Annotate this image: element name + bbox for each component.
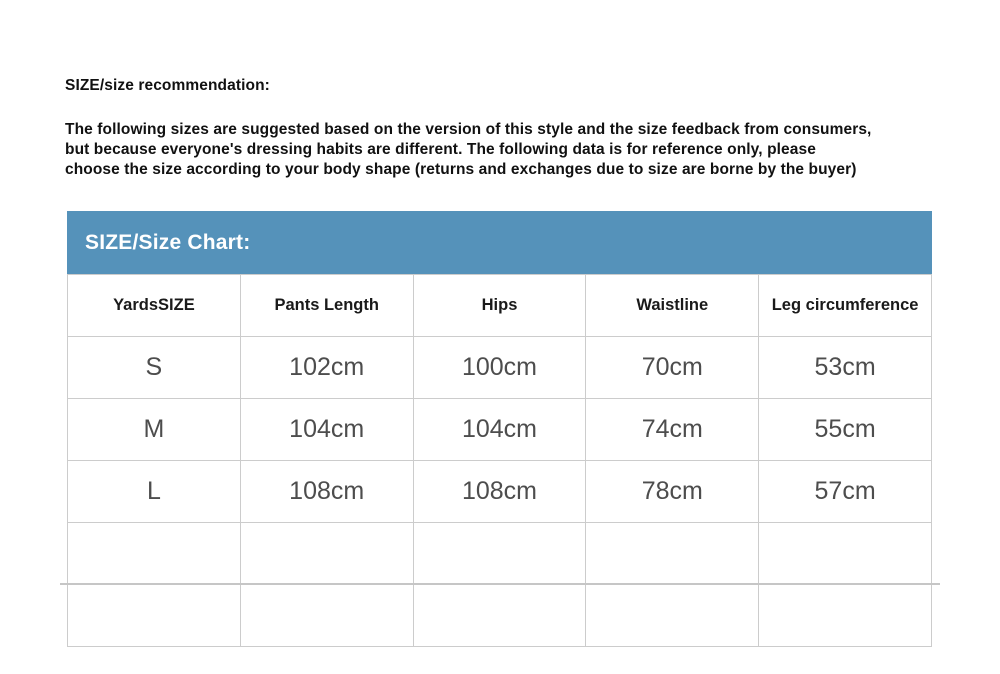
column-header-hips: Hips [413,275,586,337]
value-cell: 57cm [759,461,932,523]
column-header-pants-length: Pants Length [240,275,413,337]
value-cell [240,523,413,585]
value-cell: 55cm [759,399,932,461]
column-header-leg-circumference: Leg circumference [759,275,932,337]
table-row-empty [68,523,932,585]
value-cell [240,585,413,647]
size-cell: M [68,399,241,461]
value-cell: 104cm [413,399,586,461]
table-row [68,337,932,399]
table-header-row [68,275,932,337]
value-cell: 104cm [240,399,413,461]
size-disclaimer-line-2: but because everyone's dressing habits are different. The following data is for reference only, please [65,141,816,158]
value-cell: 102cm [240,337,413,399]
row-divider-line [60,583,940,585]
size-cell: S [68,337,241,399]
size-chart-banner-title: SIZE/Size Chart: [85,230,251,254]
value-cell: 108cm [240,461,413,523]
value-cell [586,523,759,585]
value-cell [759,523,932,585]
size-cell: L [68,461,241,523]
size-disclaimer [65,120,945,180]
value-cell: 100cm [413,337,586,399]
value-cell [413,523,586,585]
size-cell [68,523,241,585]
value-cell: 74cm [586,399,759,461]
value-cell: 108cm [413,461,586,523]
size-cell [68,585,241,647]
size-disclaimer-line-1: The following sizes are suggested based on the version of this style and the size feedback from consumers, [65,121,872,138]
column-header-size: YardsSIZE [68,275,241,337]
value-cell: 70cm [586,337,759,399]
value-cell: 78cm [586,461,759,523]
size-disclaimer-line-3: choose the size according to your body shape (returns and exchanges due to size are borne by the buyer) [65,161,857,178]
value-cell [413,585,586,647]
size-chart-banner [67,211,932,274]
size-chart-table [67,274,932,647]
table-row-empty [68,585,932,647]
section-heading: SIZE/size recommendation: [65,77,270,94]
value-cell: 53cm [759,337,932,399]
table-row [68,399,932,461]
value-cell [759,585,932,647]
column-header-waistline: Waistline [586,275,759,337]
value-cell [586,585,759,647]
table-row [68,461,932,523]
